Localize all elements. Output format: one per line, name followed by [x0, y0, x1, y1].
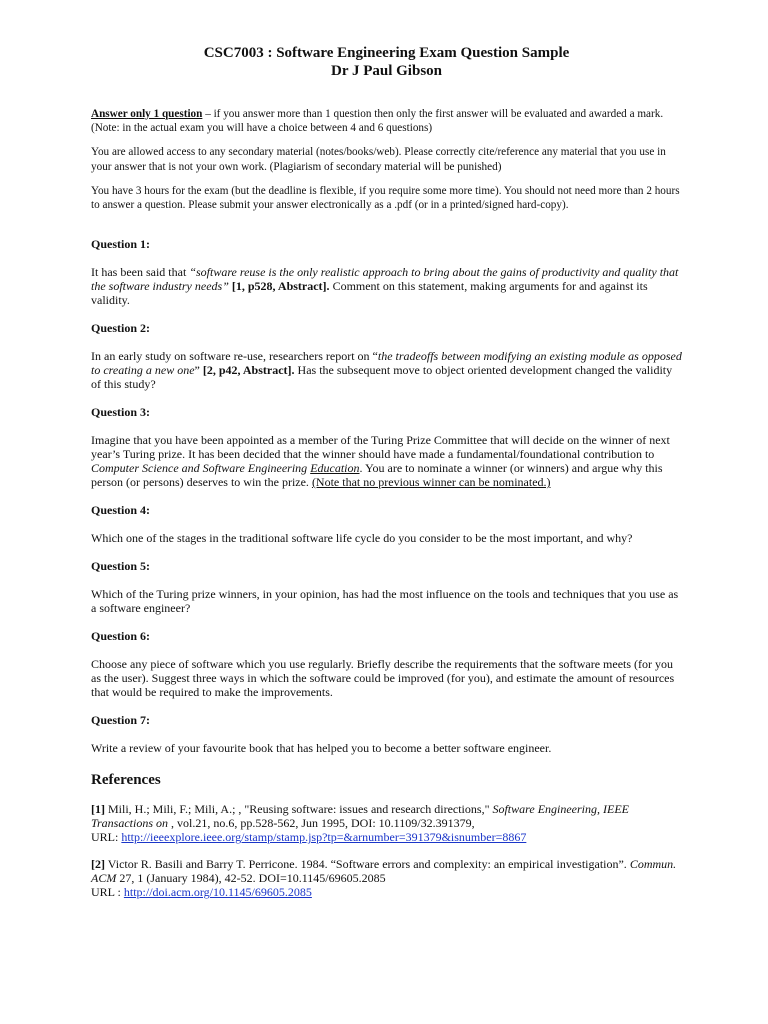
instruction-paragraph-3: You have 3 hours for the exam (but the deadline is flexible, if you require some more time). You should not need more than 2 hours to answer a question. Please submit your answer electronically as a .pdf (or in a printed/signed hard-copy). [91, 184, 680, 212]
ref-2-authors: Victor R. Basili and Barry T. Perricone. 1984. “Software errors and complexity: an empirical investigation”. [105, 857, 630, 872]
references-heading: References [91, 772, 161, 789]
page-title [91, 0, 682, 80]
question-1-heading: Question 1: [91, 237, 151, 252]
ref-1-authors: Mili, H.; Mili, F.; Mili, A.; , "Reusing software: issues and research directions," [105, 802, 493, 817]
ref-1-tag: [1] [91, 802, 105, 817]
question-5-heading: Question 5: [91, 559, 151, 574]
q2-quote: the tradeoffs between modifying an existing module as opposed to creating a new one [91, 349, 682, 378]
title-line-2: Dr J Paul Gibson [331, 63, 442, 79]
q2-citation: [2, p42, Abstract]. [199, 363, 295, 378]
instruction-paragraph-1 [91, 107, 682, 135]
ref-2-details: 27, 1 (January 1984), 42-52. DOI=10.1145/69605.2085 [116, 871, 386, 886]
instruction-1-text: – if you answer more than 1 question then only the first answer will be evaluated and awarded a mark. (Note: in the actual exam you will have a choice between 4 and 6 questions) [91, 108, 664, 135]
q3-pre: Imagine that you have been appointed as a member of the Turing Prize Committee that will decide on the winner of next year’s Turing prize. It has been decided that the winner should have made a fundamental/foundational contribution to [91, 433, 670, 462]
question-6-heading: Question 6: [91, 629, 151, 644]
ref-2-url-label: URL : [91, 885, 124, 900]
q1-pre: It has been said that [91, 265, 190, 280]
question-4-text: Which one of the stages in the traditional software life cycle do you consider to be the most important, and why? [91, 531, 633, 546]
q3-italic: Computer Science and Software Engineering [91, 461, 311, 476]
ref-1-details: , vol.21, no.6, pp.528-562, Jun 1995, DOI: 10.1109/32.391379, [168, 816, 475, 831]
q1-quote: “software reuse is the only realistic approach to bring about the gains of productivity and quality that the software industry needs” [91, 265, 679, 294]
question-7-text: Write a review of your favourite book that has helped you to become a better software engineer. [91, 741, 552, 756]
question-2-heading: Question 2: [91, 321, 151, 336]
ref-2-link[interactable]: http://doi.acm.org/10.1145/69605.2085 [123, 885, 312, 900]
q3-note: (Note that no previous winner can be nominated.) [311, 475, 551, 490]
question-3-text [91, 433, 682, 489]
ref-2-journal: Commun. ACM [91, 857, 677, 886]
question-2-text [91, 349, 682, 391]
question-7-heading: Question 7: [91, 713, 151, 728]
q3-mid: . You are to nominate a winner (or winners) and argue why this person (or persons) deserves to win the prize. [91, 461, 663, 490]
question-4-heading: Question 4: [91, 503, 151, 518]
reference-2 [91, 857, 682, 899]
q1-citation: [1, p528, Abstract]. [228, 279, 330, 294]
q1-post: Comment on this statement, making arguments for and against its validity. [91, 279, 648, 308]
question-5-text: Which of the Turing prize winners, in your opinion, has had the most influence on the tools and techniques that you use as a software engineer? [91, 587, 679, 616]
instruction-paragraph-2: You are allowed access to any secondary material (notes/books/web). Please correctly cite/reference any material that you use in your answer that is not your own work. (Plagiarism of secondary material will be punished) [91, 146, 666, 173]
question-1-text [91, 265, 682, 307]
q2-post: Has the subsequent move to object oriented development changed the validity of this study? [91, 363, 673, 392]
question-3-heading: Question 3: [91, 405, 151, 420]
q2-pre: In an early study on software re-use, researchers report on “ [91, 349, 378, 364]
ref-1-url-label: URL: [91, 830, 122, 845]
ref-1-link[interactable]: http://ieeexplore.ieee.org/stamp/stamp.jsp?tp=&arnumber=391379&isnumber=8867 [121, 830, 527, 845]
ref-2-tag: [2] [91, 857, 105, 872]
q3-education: Education [310, 461, 360, 476]
title-line-1: CSC7003 : Software Engineering Exam Question Sample [203, 45, 570, 61]
reference-1 [91, 802, 682, 844]
question-6-text: Choose any piece of software which you use regularly. Briefly describe the requirements that the software meets (for you as the user). Suggest three ways in which the software could be improved (for you), and estimate the amount of resources that would be required to make the improvements. [91, 657, 675, 700]
ref-1-journal: Software Engineering, IEEE Transactions on [91, 802, 629, 831]
answer-one-question-emphasis: Answer only 1 question [91, 108, 203, 120]
q2-quote-end: ” [194, 363, 200, 378]
